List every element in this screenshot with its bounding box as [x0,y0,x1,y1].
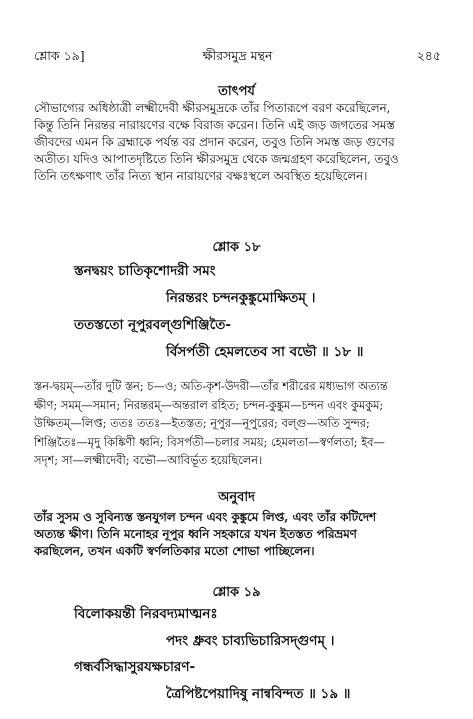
verse-19-line: বিলোকয়ন্তী নিরবদ্যমাত্মনঃ [74,606,218,622]
translation-heading: অনুবাদ [218,490,255,505]
translation-line: করছিলেন, তখন একটি স্বর্ণলতিকার মতো শোভা পাচ্ছিলেন। [34,544,315,558]
running-header [34,48,441,70]
purport-line: তিনি তৎক্ষণাৎ তাঁর নিত্য স্থান নারায়ণের বক্ষঃস্থলে অবস্থিত হয়েছিলেন। [34,169,368,183]
purport-line: জীবদের এমন কি ব্রহ্মাকে পর্যন্ত বর প্রদান করেন, তবুও তিনি সমস্ত জড় গুণের [34,135,395,149]
verse-18-line: র্বিসর্পতী হেমলতেব সা বভৌ ॥ ১৮ ॥ [166,344,364,360]
verse-18-line: ততস্ততো নূপুরবল্গুশিঞ্জিতৈ- [74,317,231,333]
verse-18-line: স্তনদ্বয়ং চাতিকৃশোদরী সমং [74,263,216,279]
verse-19-line: পদং ধ্রুবং চাব্যভিচারিসদ্গুণম্ । [166,633,335,649]
verse-reference: শ্লোক ১৯] [34,48,85,63]
verse-18-synonyms [34,377,444,470]
synonym-line: ক্ষীণ; সমম্—সমান; নিরন্তরম্—অন্তরাল রহিত; চন্দন-কুঙ্কুম—চন্দন এবং কুমকুম; [34,397,384,412]
translation-line: অত্যন্ত ক্ষীণ। তিনি মনোহর নূপুর ধ্বনি সহকারে যখন ইতস্তত পরিভ্রমণ [34,527,357,541]
translation-line: তাঁর সুসম ও সুবিন্যস্ত স্তনযুগল চন্দন এবং কুঙ্কুমে লিপ্ত, এবং তাঁর কটিদেশ [34,510,377,524]
synonym-line: সদৃশ; সা—লক্ষ্মীদেবী; বভৌ—আবির্ভূত হয়েছিলেন। [34,453,263,467]
purport-line: অতীত। যদিও আপাতদৃষ্টিতে তিনি ক্ষীরসমুদ্র থেকে জন্মগ্রহণ করেছিলেন, তবুও [34,152,399,166]
purport-line: কিন্তু তিনি নিরন্তর নারায়ণের বক্ষে বিরাজ করেন। তিনি এই জড় জগতের সমস্ত [34,118,395,132]
synonym-line: উক্ষিতম্—লিপ্ত; ততঃ ততঃ—ইতস্তত; নূপুর—নূপুরের; বল্গু—অতি সুন্দর; [34,416,370,430]
verse-18-title: শ্লোক ১৮ [212,240,261,255]
purport-heading: তাৎপর্য [218,84,255,99]
page-number: ২৪৫ [416,48,441,63]
verse-18-line: নিরন্তরং চন্দনকুঙ্কুমোক্ষিতম্ । [166,290,316,306]
verse-19-line: গন্ধর্বসিদ্ধাসুরযক্ষচারণ- [74,659,196,675]
verse-19-title: শ্লোক ১৯ [212,585,261,600]
translation-text [34,509,444,560]
chapter-title: ক্ষীরসমুদ্র মন্থন [202,48,273,63]
verse-19-line: ত্রৈপিষ্টপেয়াদিষু নান্ববিন্দত ॥ ১৯ ॥ [166,686,351,702]
purport-line: সৌভাগ্যের অধিষ্ঠাত্রী লক্ষ্মীদেবী ক্ষীরসমুদ্রকে তাঁর পিতারূপে বরণ করেছিলেন, [34,101,391,115]
synonym-line: শিঞ্জিতৈঃ—মৃদু কিঙ্কিণী ধ্বনি; বিসর্পতী—চলার সময়; হেমলতা—স্বর্ণলতা; ইব— [34,434,385,449]
synonym-line: স্তন-দ্বয়ম্—তাঁর দুটি স্তন; চ—ও; অতি-কৃশ-উদরী—তাঁর শরীরের মধ্যভাগ অত্যন্ত [34,379,388,393]
purport-text [34,100,444,185]
